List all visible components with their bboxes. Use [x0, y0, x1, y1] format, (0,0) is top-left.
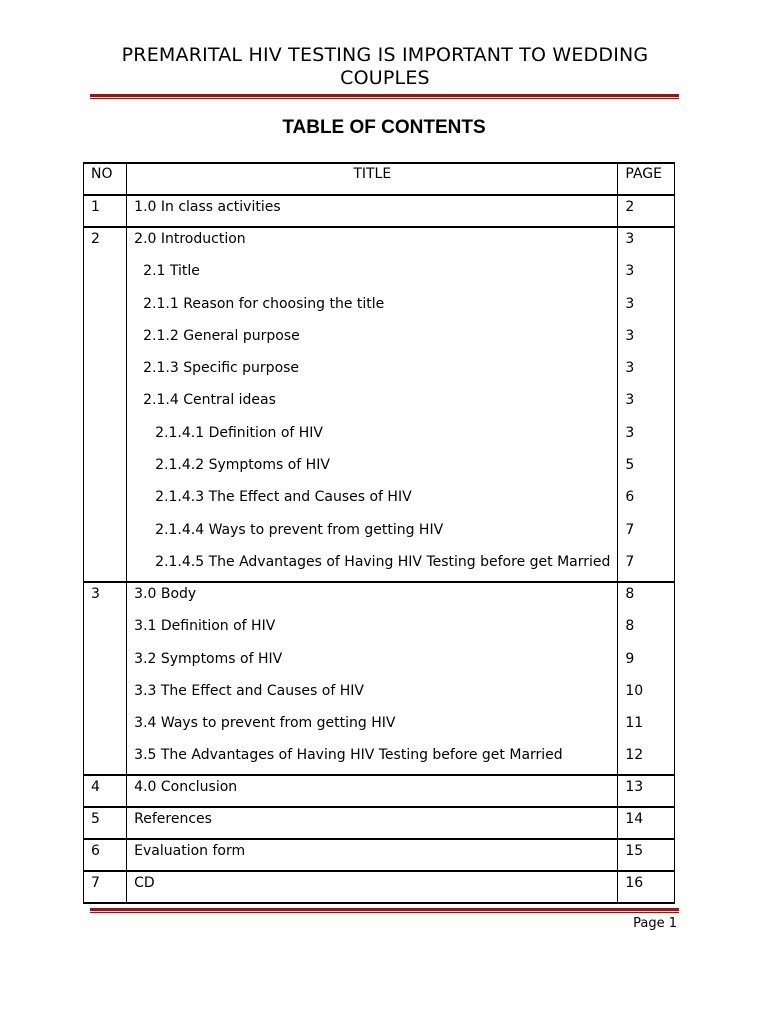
toc-entry-title[interactable]: 2.1 Title: [143, 263, 200, 280]
header-title-line1: PREMARITAL HIV TESTING IS IMPORTANT TO WEDDING: [121, 44, 649, 66]
toc-entry-page: 3: [625, 295, 635, 312]
toc-entry-page: 5: [625, 457, 635, 474]
row-pages: [618, 807, 675, 839]
row-pages: [618, 195, 675, 227]
toc-body: [84, 195, 675, 903]
header-title-line2: COUPLES: [340, 67, 430, 89]
row-number-text: 3: [91, 585, 100, 602]
toc-entry-title[interactable]: 3.5 The Advantages of Having HIV Testing before get Married: [134, 747, 563, 764]
row-number-text: 6: [91, 843, 100, 860]
table-row: [84, 775, 675, 807]
toc-entry-page: 6: [625, 489, 635, 506]
toc-entry-title[interactable]: 2.1.4 Central ideas: [143, 392, 276, 409]
table-row: [84, 195, 675, 227]
row-number: [84, 839, 127, 871]
toc-entry-title[interactable]: 3.1 Definition of HIV: [134, 618, 276, 635]
toc-entry-title[interactable]: 3.4 Ways to prevent from getting HIV: [134, 715, 396, 732]
document-header: [90, 44, 680, 90]
toc-entry-page: 3: [625, 231, 635, 247]
toc-entry-title[interactable]: 3.3 The Effect and Causes of HIV: [134, 682, 364, 699]
toc-entry-page: 8: [625, 618, 635, 635]
toc-table: [83, 162, 675, 904]
row-titles: [127, 871, 618, 903]
row-number: [84, 195, 127, 227]
toc-entry-title[interactable]: 2.1.4.5 The Advantages of Having HIV Testing before get Married: [155, 553, 611, 570]
toc-entry-title[interactable]: Evaluation form: [134, 843, 246, 860]
toc-entry-title[interactable]: 2.1.1 Reason for choosing the title: [143, 295, 385, 312]
toc-entry-page: 15: [625, 843, 644, 860]
row-number-text: 4: [91, 779, 100, 796]
row-titles: [127, 582, 618, 775]
toc-entry-page: 3: [625, 392, 635, 409]
toc-entry-page: 16: [625, 875, 644, 892]
row-titles: [127, 227, 618, 582]
toc-entry-page: 7: [625, 521, 635, 538]
row-number-text: 7: [91, 875, 100, 892]
toc-entry-page: 7: [625, 553, 635, 570]
toc-entry-page: 9: [625, 650, 635, 667]
toc-entry-page: 13: [625, 779, 644, 796]
toc-header-row: [84, 163, 675, 195]
row-number: [84, 227, 127, 582]
toc-entry-title[interactable]: 3.0 Body: [134, 585, 197, 602]
toc-heading: TABLE OF CONTENTS: [282, 117, 486, 138]
toc-entry-title[interactable]: CD: [134, 875, 155, 892]
row-number-text: 1: [91, 199, 100, 215]
toc-entry-page: 8: [625, 585, 635, 602]
row-number-text: 5: [91, 811, 100, 828]
toc-entry-title[interactable]: References: [134, 811, 212, 828]
toc-entry-page: 3: [625, 263, 635, 280]
row-number: [84, 775, 127, 807]
row-titles: [127, 839, 618, 871]
toc-entry-page: 11: [625, 715, 644, 732]
toc-entry-page: 3: [625, 327, 635, 344]
page-number: Page 1: [633, 916, 677, 931]
toc-entry-page: 3: [625, 424, 635, 441]
row-number: [84, 582, 127, 775]
toc-entry-title[interactable]: 3.2 Symptoms of HIV: [134, 650, 283, 667]
toc-entry-title[interactable]: 2.1.4.3 The Effect and Causes of HIV: [155, 489, 412, 506]
table-row: [84, 807, 675, 839]
row-number: [84, 807, 127, 839]
table-row: [84, 227, 675, 582]
row-pages: [618, 871, 675, 903]
row-number-text: 2: [91, 231, 100, 247]
toc-entry-page: 3: [625, 360, 635, 377]
toc-entry-page: 14: [625, 811, 644, 828]
table-row: [84, 582, 675, 775]
toc-entry-page: 2: [625, 199, 635, 215]
table-row: [84, 839, 675, 871]
column-header-title: TITLE: [127, 163, 618, 195]
toc-entry-title[interactable]: 2.1.3 Specific purpose: [143, 360, 300, 377]
footer-divider: [90, 908, 679, 914]
toc-entry-page: 12: [625, 747, 644, 764]
row-pages: [618, 839, 675, 871]
row-titles: [127, 195, 618, 227]
row-pages: [618, 582, 675, 775]
column-header-no: NO: [84, 163, 127, 195]
table-row: [84, 871, 675, 903]
row-titles: [127, 775, 618, 807]
toc-entry-title[interactable]: 2.1.2 General purpose: [143, 327, 300, 344]
toc-entry-title[interactable]: 2.1.4.4 Ways to prevent from getting HIV: [155, 521, 444, 538]
toc-entry-title[interactable]: 2.0 Introduction: [134, 231, 246, 247]
header-divider: [90, 94, 679, 100]
row-pages: [618, 775, 675, 807]
row-pages: [618, 227, 675, 582]
toc-entry-title[interactable]: 4.0 Conclusion: [134, 779, 238, 796]
toc-entry-title[interactable]: 2.1.4.2 Symptoms of HIV: [155, 457, 330, 474]
column-header-page: PAGE: [618, 163, 675, 195]
toc-entry-title[interactable]: 1.0 In class activities: [134, 199, 281, 215]
row-number: [84, 871, 127, 903]
toc-entry-page: 10: [625, 682, 644, 699]
toc-entry-title[interactable]: 2.1.4.1 Definition of HIV: [155, 424, 324, 441]
row-titles: [127, 807, 618, 839]
